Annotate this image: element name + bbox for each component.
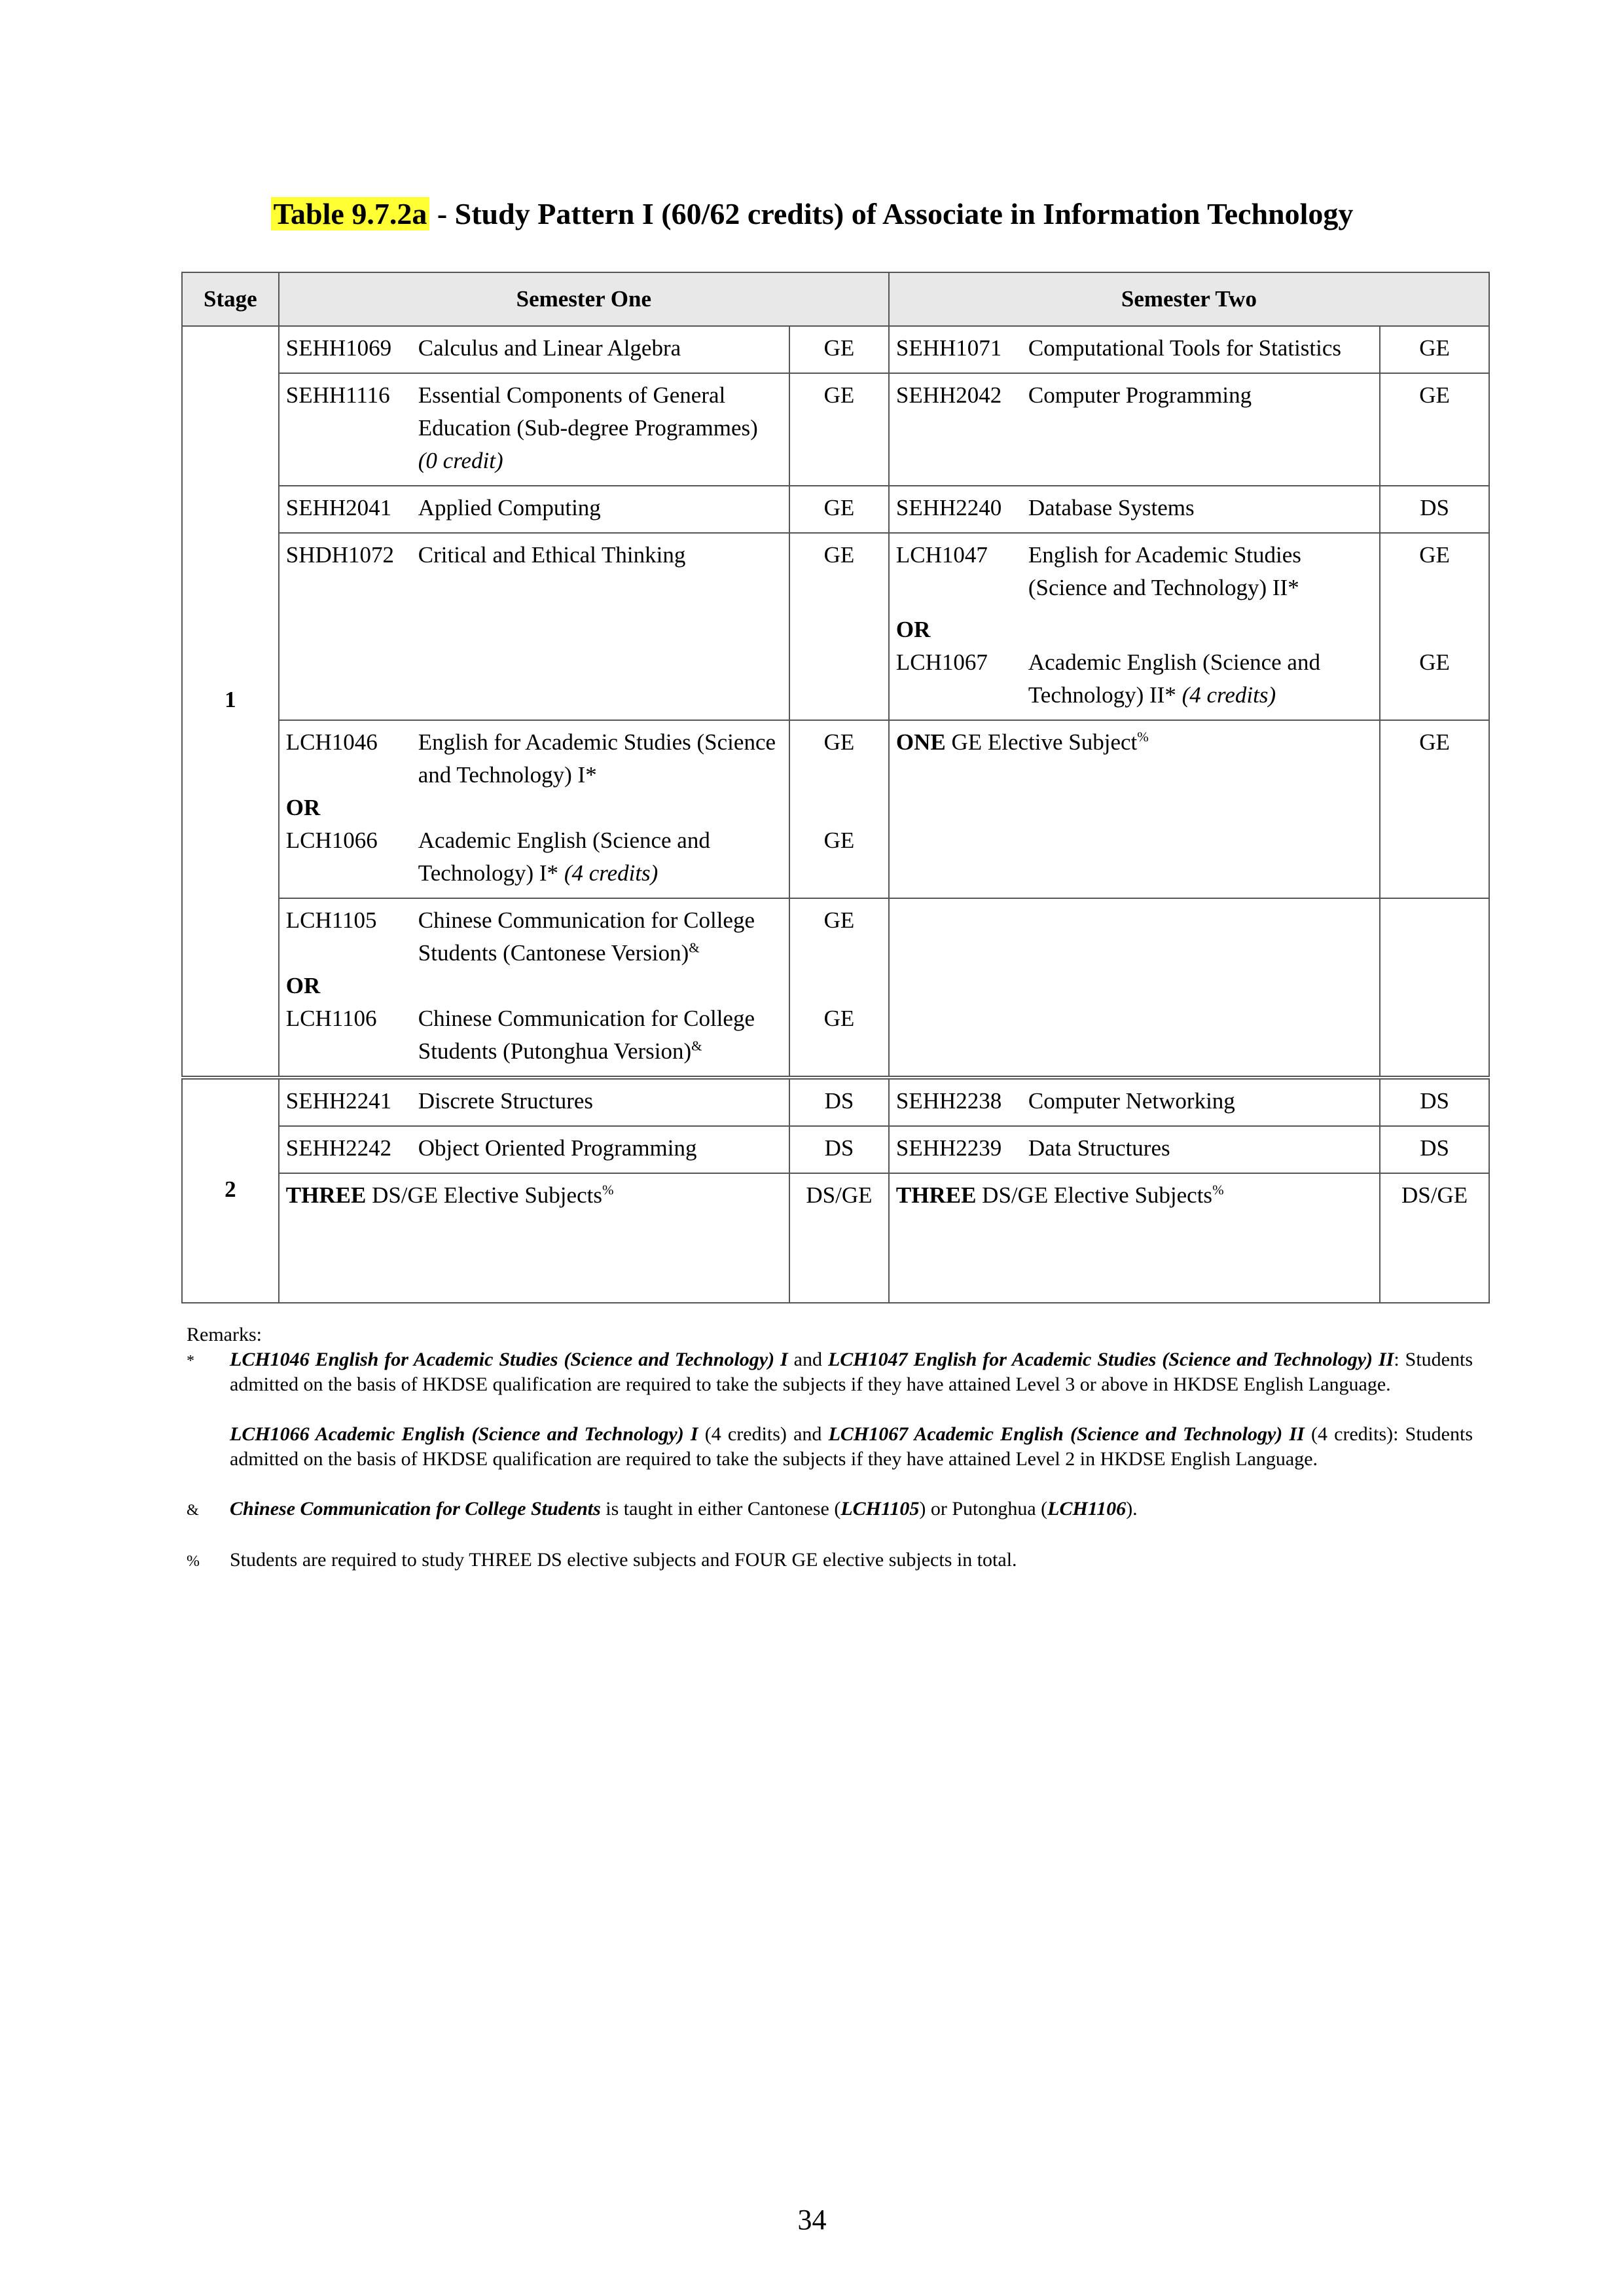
subject-category: GE bbox=[1380, 373, 1489, 486]
subject-category: GE bbox=[1419, 649, 1450, 675]
table-row: LCH1105 Chinese Communication for College Students (Cantonese Version)& OR LCH1106 Chinese Communication for College Students (Putonghua Version)& GE GE bbox=[182, 898, 1489, 1078]
subject-credit-note: (4 credits) bbox=[564, 860, 659, 886]
subject-category: DS bbox=[1380, 1078, 1489, 1126]
subject-name: Chinese Communication for College Students (Cantonese Version) bbox=[418, 907, 755, 966]
subject-category: GE bbox=[823, 907, 855, 933]
subject-code: SEHH1069 bbox=[285, 335, 392, 361]
table-number-highlight: Table 9.7.2a bbox=[271, 197, 430, 230]
table-row bbox=[182, 720, 1489, 898]
table-row bbox=[182, 486, 1489, 533]
header-semester-one: Semester One bbox=[279, 272, 889, 326]
remark-percent: % Students are required to study THREE DS elective subjects and FOUR GE elective subjects in total. bbox=[187, 1548, 1473, 1574]
remark-star: * LCH1046 English for Academic Studies (Science and Technology) I and LCH1047 English for Academic Studies (Science and Technology) II: Students admitted on the basis of HKDSE qualification are required to take the subjects if they have attained Level 3 or above in HKDSE English Language. bbox=[187, 1347, 1473, 1397]
or-label: OR bbox=[895, 617, 931, 642]
subject-category: GE bbox=[1419, 542, 1450, 568]
subject-code: SEHH1116 bbox=[285, 382, 390, 408]
table-row bbox=[182, 1173, 1489, 1303]
subject-category: DS bbox=[1380, 1126, 1489, 1173]
subject-name: Database Systems bbox=[1028, 495, 1195, 520]
subject-category: DS bbox=[789, 1078, 889, 1126]
subject-name: Critical and Ethical Thinking bbox=[418, 542, 686, 568]
header-stage: Stage bbox=[182, 272, 279, 326]
subject-category: DS/GE bbox=[789, 1173, 889, 1303]
subject-category: GE bbox=[1380, 326, 1489, 373]
subject-name: Discrete Structures bbox=[418, 1088, 594, 1114]
subject-name: English for Academic Studies (Science and Technology) II* bbox=[1028, 542, 1301, 600]
subject-code: LCH1106 bbox=[285, 1006, 377, 1031]
empty-cell bbox=[889, 898, 1380, 1078]
stage-2-cell: 2 bbox=[182, 1078, 279, 1303]
subject-name: Academic English (Science and Technology) II* bbox=[1028, 649, 1320, 708]
subject-code: SEHH2240 bbox=[895, 495, 1002, 520]
subject-name: Object Oriented Programming bbox=[418, 1135, 697, 1161]
header-semester-two: Semester Two bbox=[889, 272, 1489, 326]
subject-name: Computer Networking bbox=[1028, 1088, 1235, 1114]
table-header-row bbox=[182, 272, 1489, 326]
subject-code: LCH1047 bbox=[895, 542, 988, 568]
table-row bbox=[182, 1126, 1489, 1173]
or-label: OR bbox=[285, 973, 321, 998]
subject-category: GE bbox=[789, 533, 889, 720]
table-title-text: - Study Pattern I (60/62 credits) of Associate in Information Technology bbox=[429, 197, 1354, 230]
subject-code: SEHH2242 bbox=[285, 1135, 392, 1161]
subject-code: SEHH1071 bbox=[895, 335, 1002, 361]
subject-code: SEHH2042 bbox=[895, 382, 1002, 408]
study-pattern-table bbox=[181, 272, 1490, 1303]
subject-name: Essential Components of General Education (Sub-degree Programmes) bbox=[418, 382, 758, 441]
table-row bbox=[182, 326, 1489, 373]
subject-code: SHDH1072 bbox=[285, 542, 395, 568]
subject-category: GE bbox=[1380, 720, 1489, 898]
subject-code: LCH1067 bbox=[895, 649, 988, 675]
subject-code: SEHH2041 bbox=[285, 495, 392, 520]
subject-category: DS bbox=[1380, 486, 1489, 533]
subject-category: GE bbox=[789, 326, 889, 373]
subject-name: Computer Programming bbox=[1028, 382, 1252, 408]
page-number: 34 bbox=[797, 2204, 827, 2236]
table-row bbox=[182, 1078, 1489, 1126]
remark-symbol: & bbox=[187, 1502, 199, 1519]
subject-category: GE bbox=[823, 1006, 855, 1031]
subject-name: English for Academic Studies (Science and Technology) I* bbox=[418, 729, 776, 788]
remark-symbol: * bbox=[187, 1353, 194, 1370]
remark-star-continued: LCH1066 Academic English (Science and Technology) I (4 credits) and LCH1067 Academic English (Science and Technology) II (4 credits): Students admitted on the basis of HKDSE qualification are required to take the subjects if they have attained Level 2 in HKDSE English Language. bbox=[230, 1423, 1473, 1470]
subject-name: Calculus and Linear Algebra bbox=[418, 335, 681, 361]
table-row bbox=[182, 533, 1489, 720]
subject-name: Academic English (Science and Technology) I* bbox=[418, 828, 710, 886]
subject-category: GE bbox=[823, 729, 855, 755]
subject-category: DS bbox=[789, 1126, 889, 1173]
elective-cell: ONE GE Elective Subject% bbox=[889, 720, 1380, 898]
table-title bbox=[0, 196, 1624, 231]
subject-name: Computational Tools for Statistics bbox=[1028, 335, 1342, 361]
subject-code: LCH1066 bbox=[285, 828, 378, 853]
elective-cell: THREE DS/GE Elective Subjects% bbox=[889, 1173, 1380, 1303]
remark-ampersand: & Chinese Communication for College Students is taught in either Cantonese (LCH1105) or Putonghua (LCH1106). bbox=[187, 1497, 1473, 1523]
subject-code: LCH1046 bbox=[285, 729, 378, 755]
subject-category: DS/GE bbox=[1380, 1173, 1489, 1303]
elective-cell: THREE DS/GE Elective Subjects% bbox=[279, 1173, 789, 1303]
or-label: OR bbox=[285, 795, 321, 820]
subject-code: LCH1105 bbox=[285, 907, 377, 933]
subject-credit-note: (4 credits) bbox=[1182, 682, 1276, 708]
stage-1-cell: 1 bbox=[182, 326, 279, 1078]
subject-name: Data Structures bbox=[1028, 1135, 1170, 1161]
subject-name: Applied Computing bbox=[418, 495, 601, 520]
remarks-heading: Remarks: bbox=[187, 1324, 262, 1345]
subject-credit-note: (0 credit) bbox=[418, 448, 503, 473]
subject-category: GE bbox=[789, 373, 889, 486]
table-row bbox=[182, 373, 1489, 486]
subject-name: Chinese Communication for College Students (Putonghua Version) bbox=[418, 1006, 755, 1064]
subject-category: GE bbox=[789, 486, 889, 533]
subject-code: SEHH2241 bbox=[285, 1088, 392, 1114]
subject-category: GE bbox=[823, 828, 855, 853]
subject-code: SEHH2238 bbox=[895, 1088, 1002, 1114]
remarks-section bbox=[187, 1322, 1473, 1574]
subject-code: SEHH2239 bbox=[895, 1135, 1002, 1161]
remark-symbol: % bbox=[187, 1553, 200, 1570]
empty-cell bbox=[1380, 898, 1489, 1078]
